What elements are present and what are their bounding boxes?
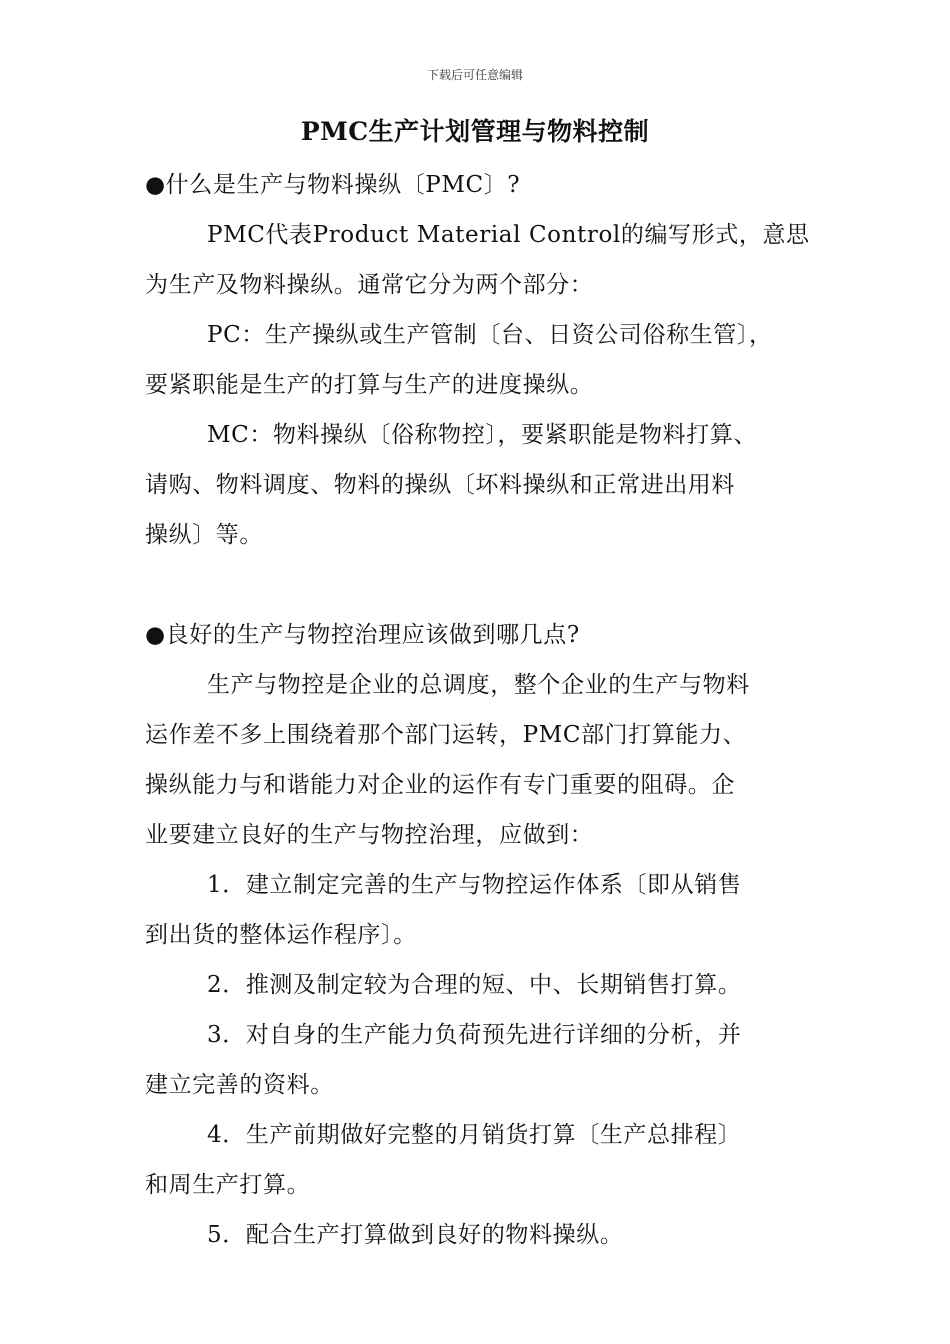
paragraph-line: PMC代表Product Material Control的编写形式，意思	[207, 222, 810, 248]
paragraph-line: 操纵〕等。	[145, 522, 263, 548]
section-heading-management: ●良好的生产与物控治理应该做到哪几点?	[145, 622, 580, 648]
paragraph-line: 要紧职能是生产的打算与生产的进度操纵。	[145, 372, 594, 398]
list-item: 1．建立制定完善的生产与物控运作体系〔即从销售	[207, 872, 742, 898]
page-header-note: 下载后可任意编辑	[426, 68, 523, 82]
paragraph-line: 为生产及物料操纵。通常它分为两个部分：	[145, 272, 594, 298]
paragraph-line: 生产与物控是企业的总调度，整个企业的生产与物料	[207, 672, 750, 698]
document-body	[145, 160, 810, 1260]
list-item: 5．配合生产打算做到良好的物料操纵。	[207, 1222, 624, 1248]
section-heading-pmc: ●什么是生产与物料操纵〔PMC〕?	[145, 172, 521, 198]
list-item: 4．生产前期做好完整的月销货打算〔生产总排程〕	[207, 1122, 742, 1148]
paragraph-line: MC：物料操纵〔俗称物控〕，要紧职能是物料打算、	[207, 422, 758, 448]
paragraph-line: 操纵能力与和谐能力对企业的运作有专门重要的阻碍。企	[145, 772, 735, 798]
blank-line	[145, 560, 810, 610]
list-item: 3．对自身的生产能力负荷预先进行详细的分析，并	[207, 1022, 742, 1048]
document-title: PMC生产计划管理与物料控制	[300, 117, 650, 146]
paragraph-line: 请购、物料调度、物料的操纵〔坏料操纵和正常进出用料	[145, 472, 735, 498]
list-item-continuation: 到出货的整体运作程序〕。	[145, 922, 417, 948]
list-item: 2．推测及制定较为合理的短、中、长期销售打算。	[207, 972, 742, 998]
paragraph-line: 运作差不多上围绕着那个部门运转，PMC部门打算能力、	[145, 722, 747, 748]
paragraph-line: PC：生产操纵或生产管制〔台、日资公司俗称生管〕，	[207, 322, 773, 348]
list-item-continuation: 和周生产打算。	[145, 1172, 311, 1198]
paragraph-line: 业要建立良好的生产与物控治理，应做到：	[145, 822, 594, 848]
list-item-continuation: 建立完善的资料。	[145, 1072, 334, 1098]
